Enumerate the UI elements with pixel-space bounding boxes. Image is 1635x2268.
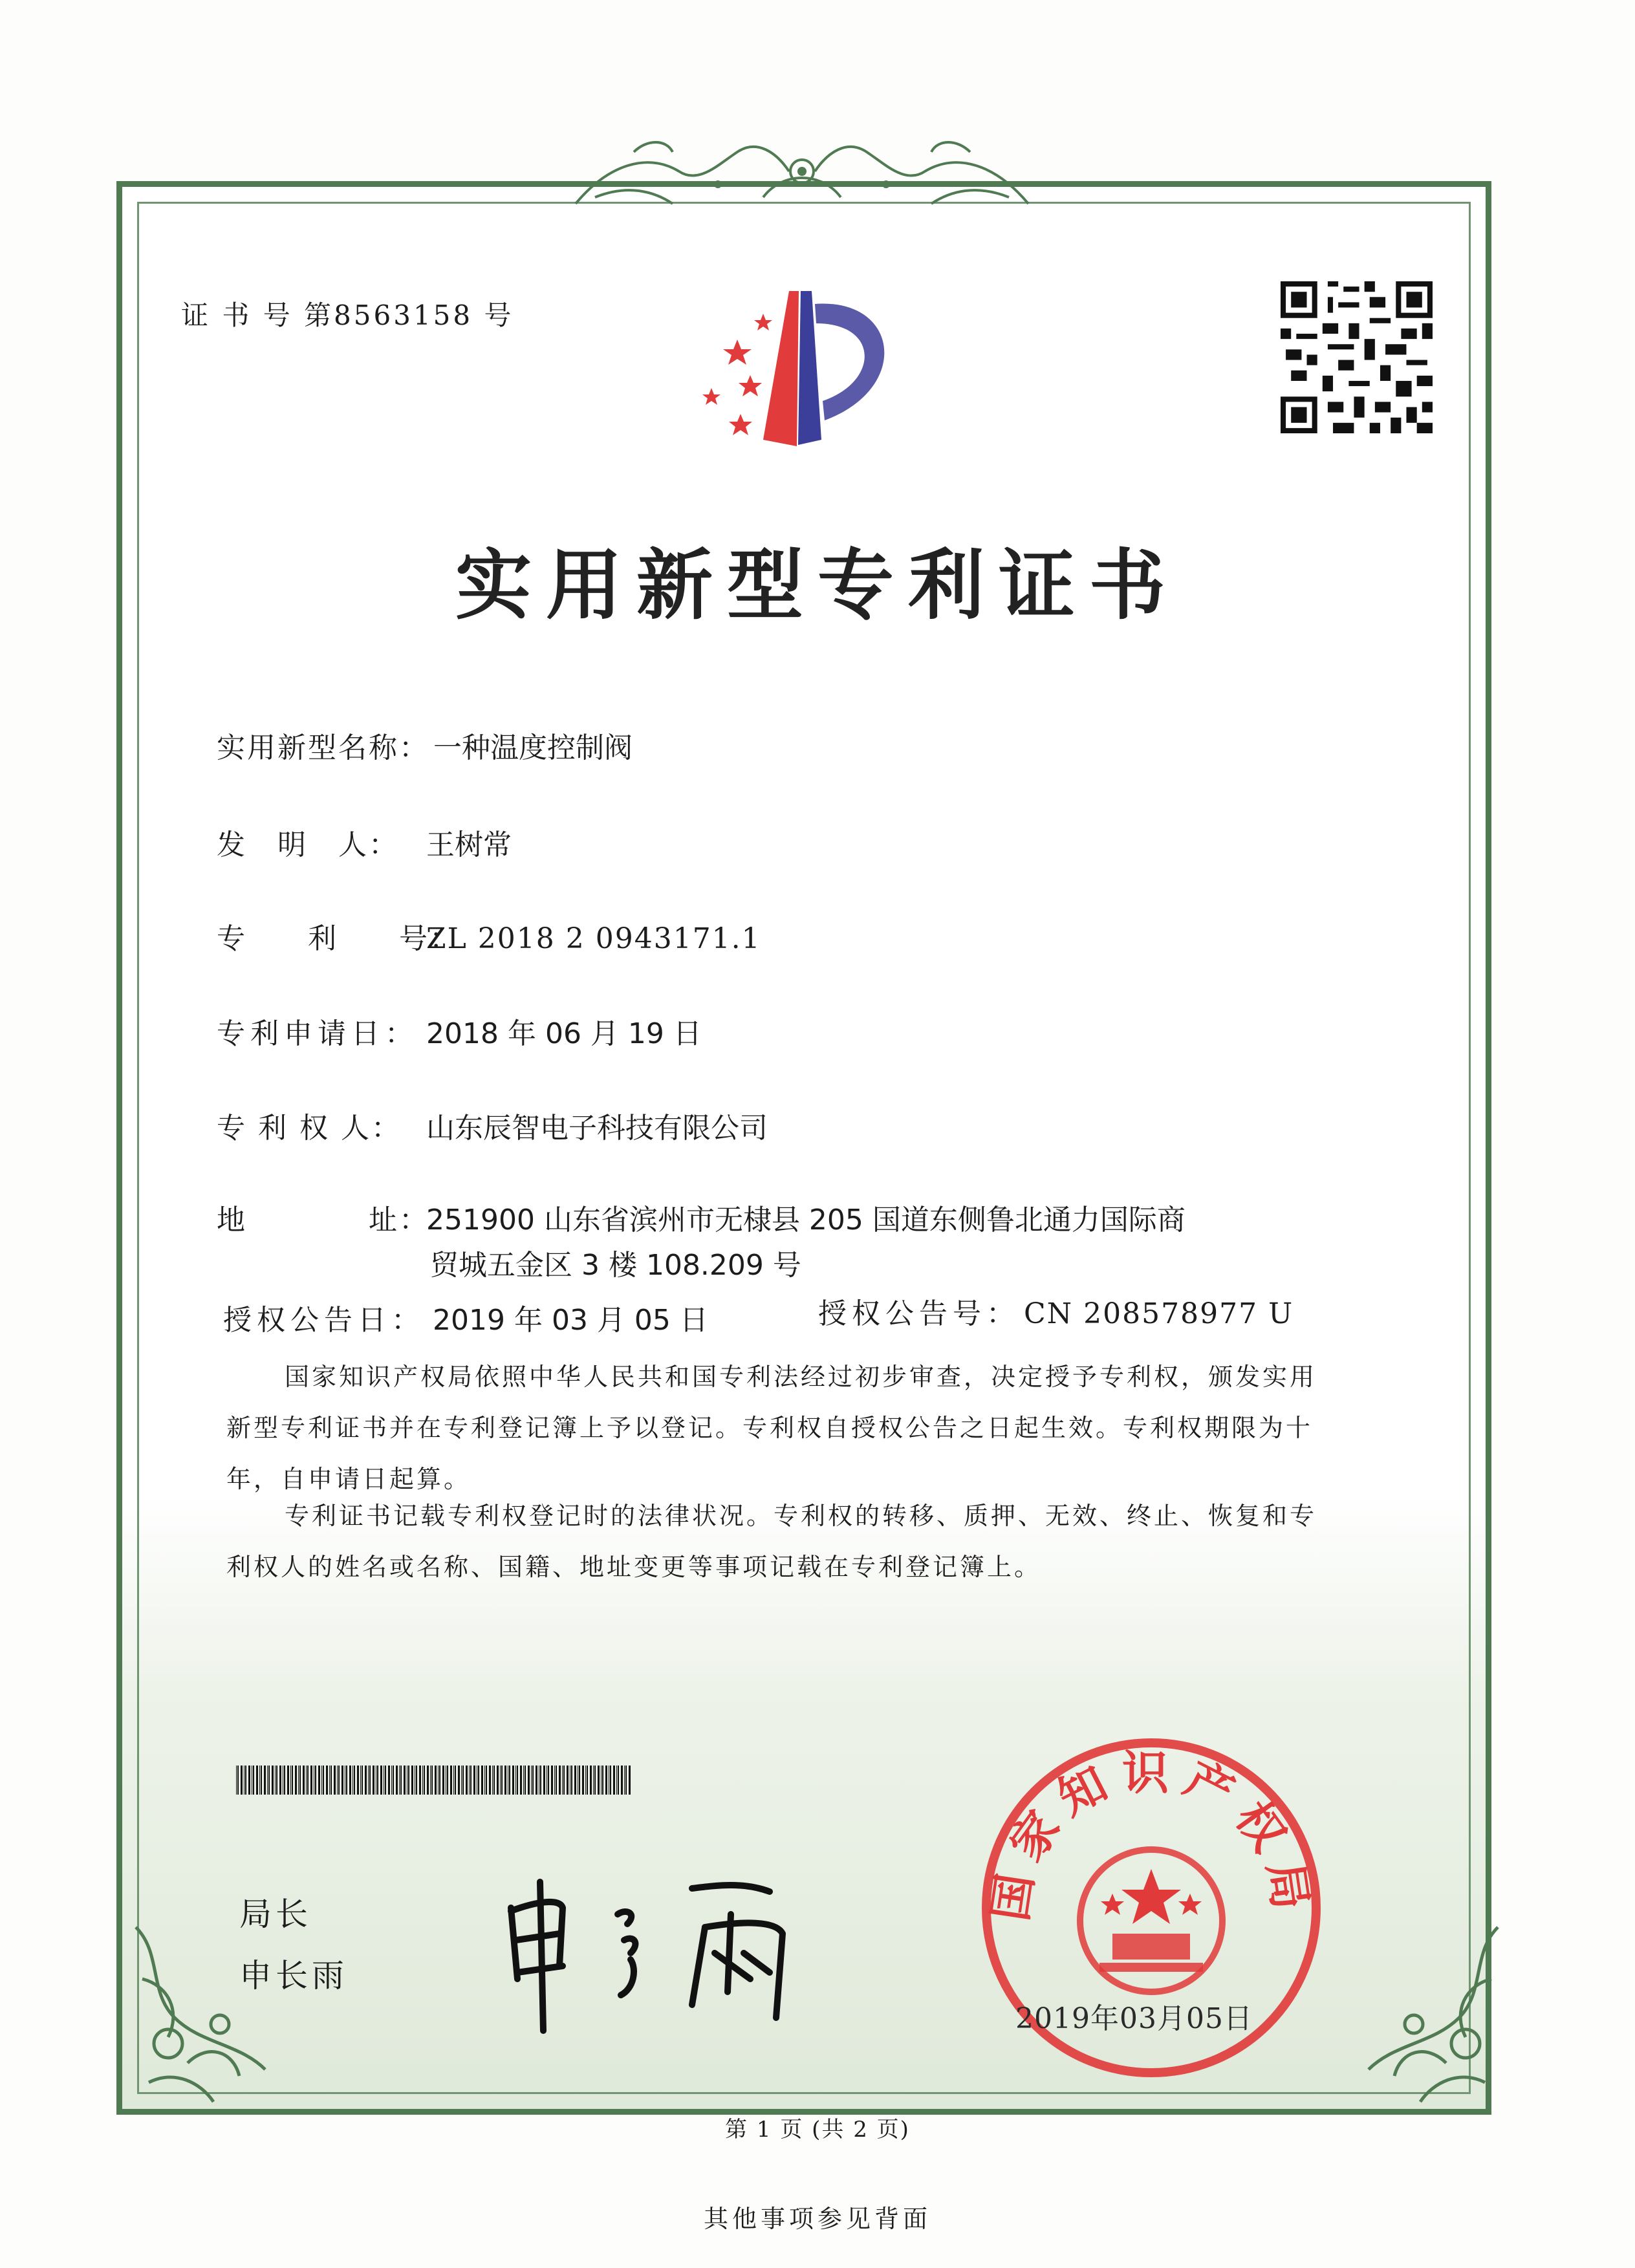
filing-date-row bbox=[217, 1010, 702, 1052]
paragraph-line: 国家知识产权局依照中华人民共和国专利法经过初步审查，决定授予专利权，颁发实用 bbox=[285, 1363, 1317, 1391]
paragraph-line: 专利证书记载专利权登记时的法律状况。专利权的转移、质押、无效、终止、恢复和专 bbox=[285, 1502, 1317, 1530]
grant-date-label: 授权公告日： bbox=[223, 1304, 425, 1337]
filing-date-label: 专利申请日： bbox=[217, 1017, 418, 1050]
patentee-value: 山东辰智电子科技有限公司 bbox=[426, 1112, 768, 1145]
patentee-row bbox=[217, 1105, 768, 1146]
patent-number-row bbox=[217, 915, 761, 956]
corner-ornament-right bbox=[1343, 1914, 1511, 2108]
address-line-1: 251900 山东省滨州市无棣县 205 国道东侧鲁北通力国际商 bbox=[426, 1204, 1186, 1237]
page-title: 实用新型专利证书 bbox=[455, 541, 1180, 630]
patent-number-value: ZL 2018 2 0943171.1 bbox=[426, 922, 761, 955]
page-number: 第 1 页 (共 2 页) bbox=[725, 2117, 910, 2143]
address-row bbox=[217, 1196, 1186, 1238]
director-title: 局长 bbox=[239, 1895, 312, 1933]
grant-number-value: CN 208578977 U bbox=[1024, 1297, 1294, 1330]
filing-date-value: 2018 年 06 月 19 日 bbox=[426, 1017, 702, 1050]
statement-paragraph-1 bbox=[226, 1352, 1416, 1505]
corner-ornament-left bbox=[123, 1914, 291, 2108]
patent-number-label: 专 利 号： bbox=[217, 922, 460, 955]
address-line-2: 贸城五金区 3 楼 108.209 号 bbox=[430, 1249, 801, 1282]
utility-model-name-label: 实用新型名称： bbox=[217, 731, 429, 764]
paragraph-line: 年，自申请日起算。 bbox=[226, 1465, 471, 1493]
grant-number-label: 授权公告号： bbox=[818, 1297, 1020, 1330]
utility-model-name-value: 一种温度控制阀 bbox=[433, 731, 633, 764]
cnipa-logo-icon bbox=[686, 278, 931, 466]
seal-date: 2019年03月05日 bbox=[1015, 2002, 1253, 2035]
qr-code-icon bbox=[1281, 281, 1433, 433]
national-emblem-icon bbox=[1080, 1850, 1222, 1992]
inventor-label: 发 明 人： bbox=[217, 828, 399, 861]
certificate-number: 证 书 号 第8563158 号 bbox=[181, 299, 514, 331]
grant-date-value: 2019 年 03 月 05 日 bbox=[433, 1304, 708, 1337]
inventor-row bbox=[217, 821, 512, 863]
inventor-value: 王树常 bbox=[426, 828, 512, 861]
barcode-icon bbox=[236, 1766, 634, 1795]
footer-note: 其他事项参见背面 bbox=[703, 2205, 931, 2233]
statement-paragraph-2 bbox=[226, 1491, 1416, 1593]
grant-date-row bbox=[223, 1297, 708, 1338]
patentee-label: 专 利 权 人： bbox=[217, 1112, 402, 1145]
address-label: 地 址： bbox=[217, 1204, 429, 1237]
paragraph-line: 新型专利证书并在专利登记簿上予以登记。专利权自授权公告之日起生效。专利权期限为十 bbox=[226, 1414, 1314, 1442]
paragraph-line: 利权人的姓名或名称、国籍、地址变更等事项记载在专利登记簿上。 bbox=[226, 1553, 1042, 1581]
seal-text: 国家知识产权局 bbox=[982, 1745, 1320, 1925]
director-signature bbox=[498, 1863, 834, 2037]
director-name: 申长雨 bbox=[239, 1957, 348, 1994]
grant-number-row bbox=[818, 1290, 1294, 1332]
top-ornament bbox=[569, 126, 1035, 217]
utility-model-name-row bbox=[217, 724, 633, 766]
